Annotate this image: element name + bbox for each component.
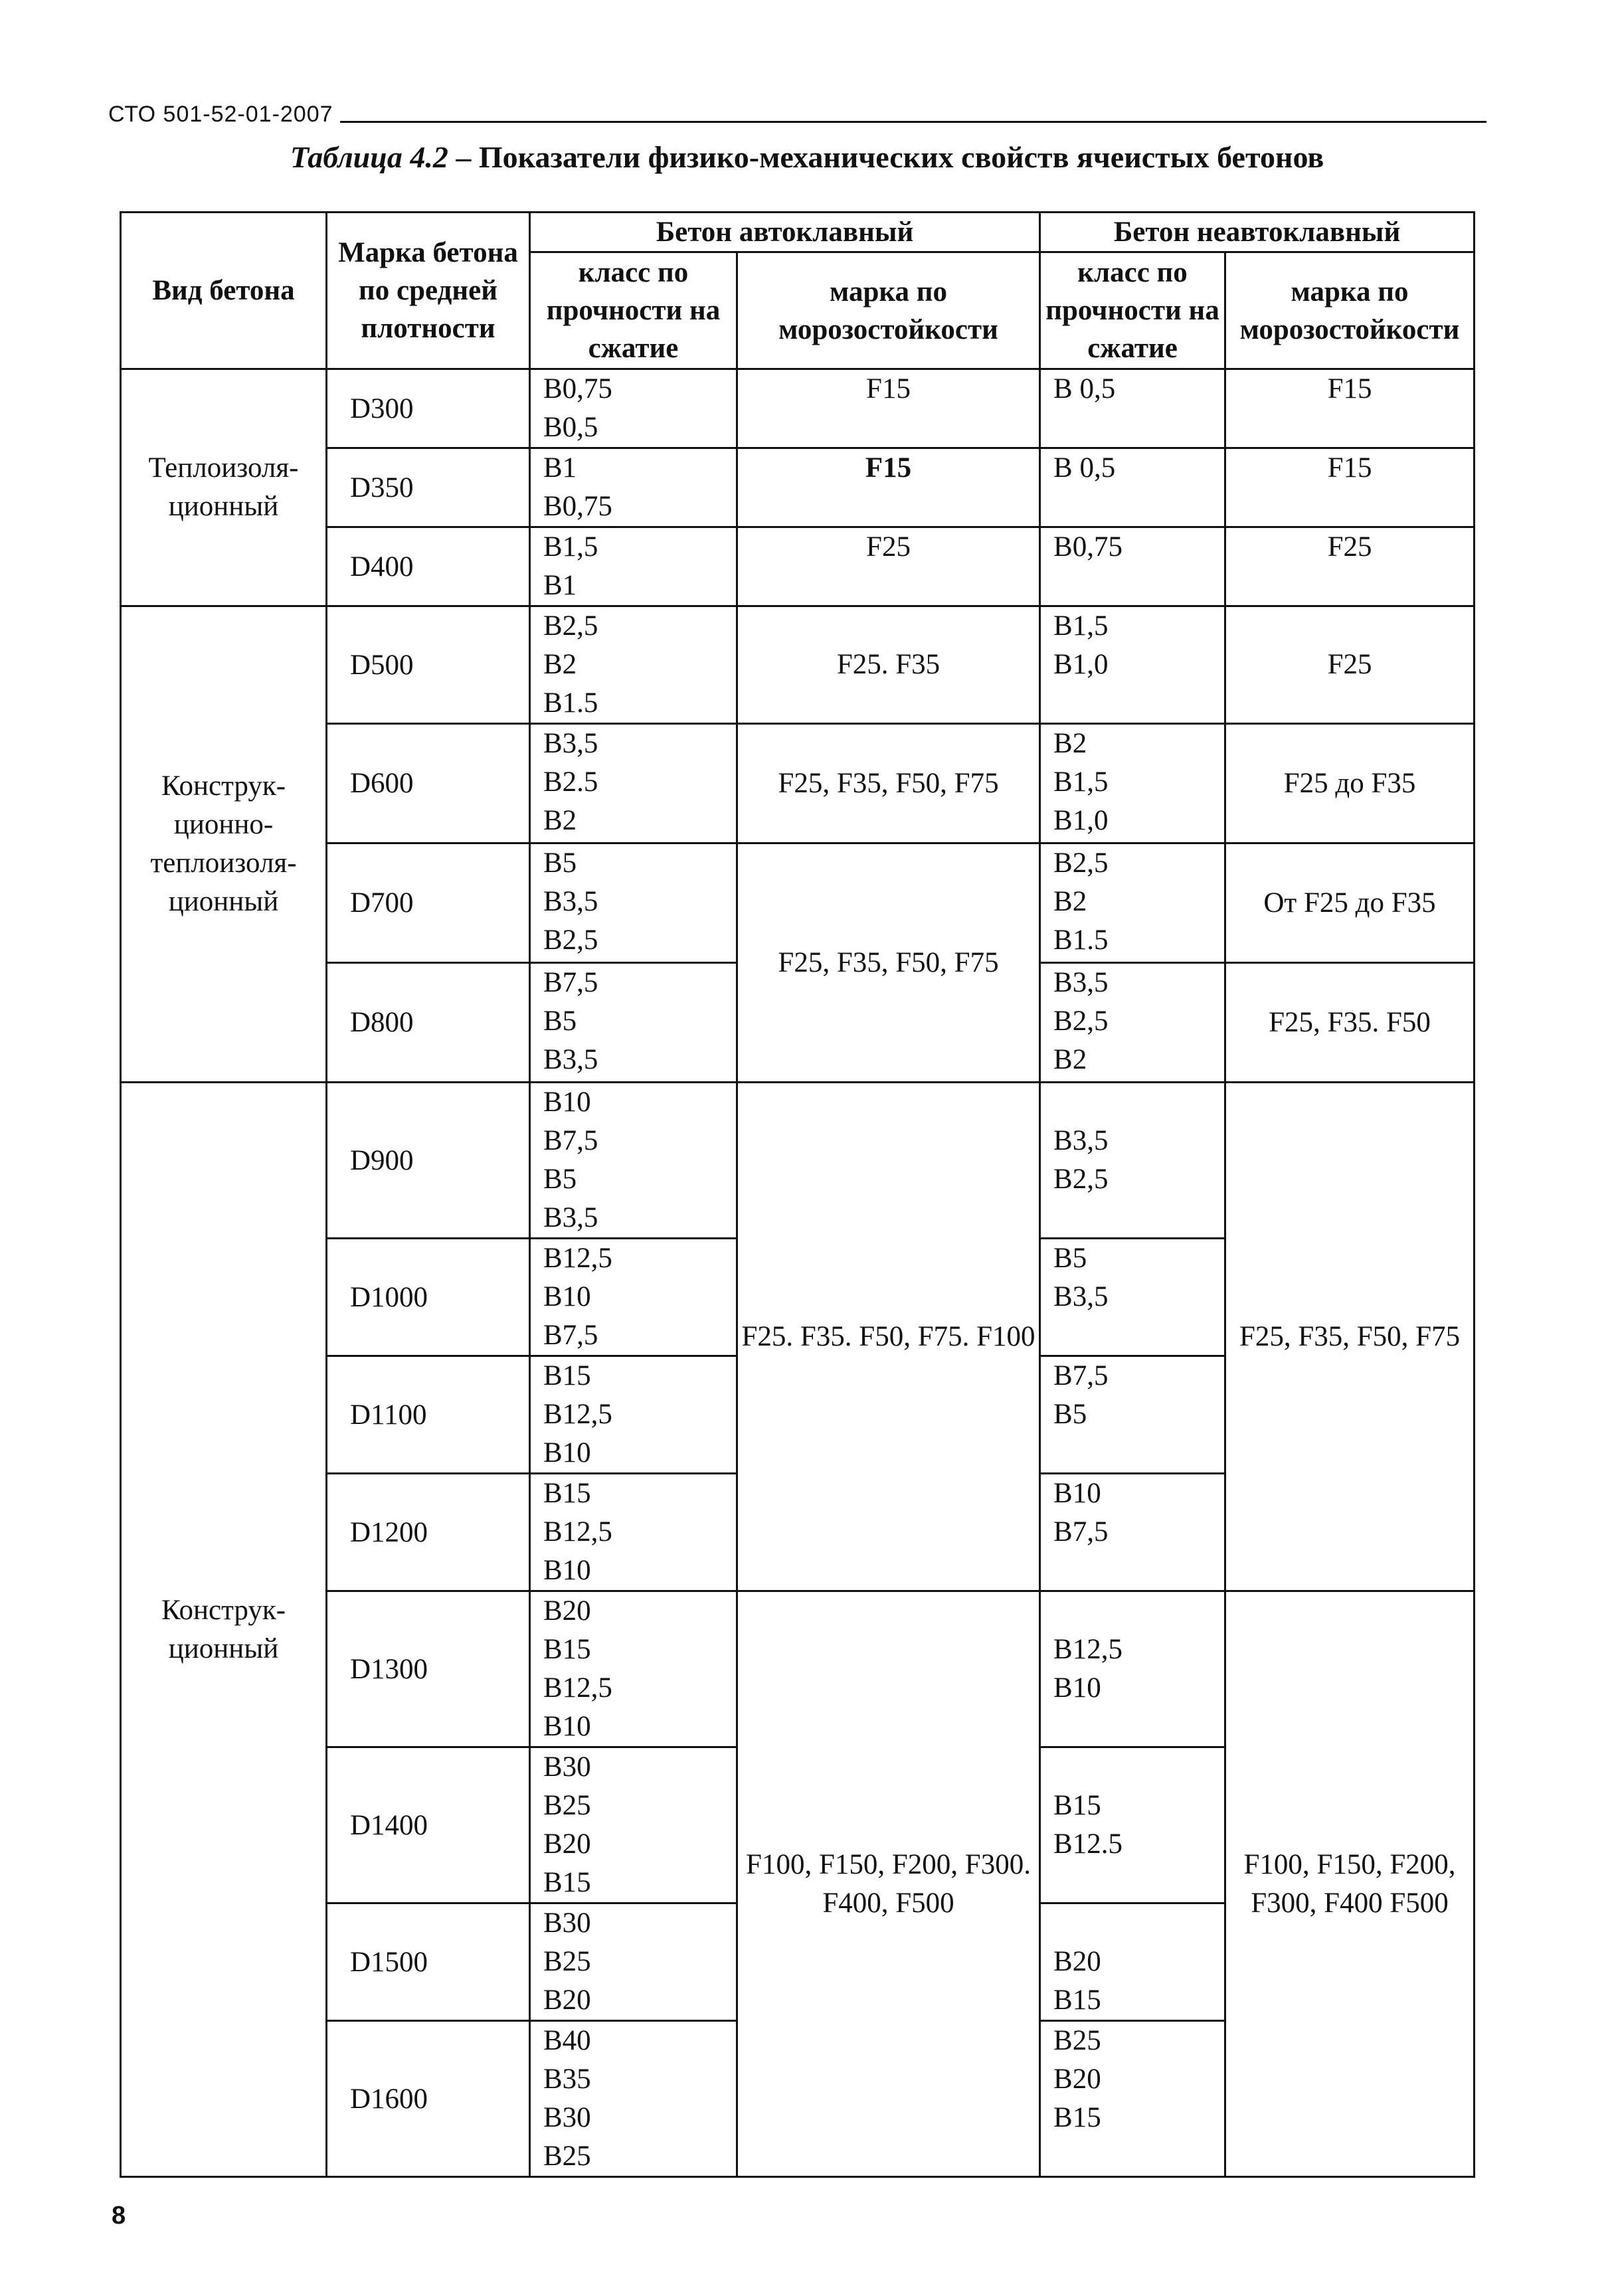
class-value: B20 (1053, 1946, 1101, 1977)
class-value: B0,5 (543, 412, 598, 443)
frost-non-cell: F25, F35. F50 (1225, 963, 1475, 1083)
class-non-cell (1040, 1474, 1225, 1591)
class-value: B15 (543, 1867, 591, 1898)
mark-cell: D1500 (327, 1903, 530, 2021)
class-value: B1 (543, 452, 577, 484)
header-class-non: класс по прочности на сжатие (1040, 252, 1225, 369)
class-value: B 0,5 (1053, 452, 1116, 484)
mark-cell: D400 (327, 527, 530, 606)
class-value: B0,75 (543, 491, 612, 522)
class-value: B20 (543, 1828, 591, 1860)
class-value: B1,5 (1053, 766, 1109, 798)
class-auto-cell (530, 1083, 737, 1239)
mark-cell: D1300 (327, 1591, 530, 1747)
class-non-cell (1040, 606, 1225, 724)
frost-non-cell: F100, F150, F200, F300, F400 F500 (1225, 1591, 1475, 2177)
class-value: B5 (543, 1006, 577, 1037)
class-value: B10 (1053, 1478, 1101, 1509)
class-value: B2,5 (1053, 847, 1109, 879)
frost-non-cell: F25 до F35 (1225, 724, 1475, 843)
mark-cell: D700 (327, 843, 530, 963)
class-value: B3,5 (1053, 1281, 1109, 1312)
class-value: B15 (543, 1360, 591, 1391)
class-auto-cell (530, 1591, 737, 1747)
class-auto-cell (530, 1239, 737, 1356)
class-value: B12.5 (1053, 1828, 1122, 1860)
mark-cell: D600 (327, 724, 530, 843)
class-non-cell (1040, 1356, 1225, 1474)
table-row (121, 369, 1475, 448)
frost-auto-cell: F25. F35 (737, 606, 1040, 724)
class-value: B15 (1053, 1790, 1101, 1821)
class-value: B3,5 (1053, 1125, 1109, 1156)
class-auto-cell (530, 1474, 737, 1591)
class-auto-cell (530, 1747, 737, 1903)
class-value: B10 (1053, 1672, 1101, 1704)
class-non-cell (1040, 1591, 1225, 1747)
document-code: СТО 501-52-01-2007 (108, 102, 333, 127)
table-row (121, 606, 1475, 724)
class-non-cell (1040, 724, 1225, 843)
class-value: B10 (543, 1711, 591, 1742)
class-auto-cell (530, 1356, 737, 1474)
class-value: B12,5 (543, 1672, 612, 1704)
class-value: B2,5 (1053, 1006, 1109, 1037)
class-value: B15 (543, 1478, 591, 1509)
class-value: B3,5 (543, 886, 598, 917)
class-value: B30 (543, 2102, 591, 2133)
mark-cell: D1000 (327, 1239, 530, 1356)
mark-cell: D1200 (327, 1474, 530, 1591)
class-value: B5 (1053, 1399, 1087, 1430)
mark-cell: D500 (327, 606, 530, 724)
frost-auto-cell: F100, F150, F200, F300. F400, F500 (737, 1591, 1040, 2177)
class-non-cell (1040, 1083, 1225, 1239)
frost-value: F15 (1327, 452, 1372, 484)
class-value: B12,5 (543, 1516, 612, 1547)
class-value: B20 (543, 1595, 591, 1627)
header-non-autoclave: Бетон неавтоклавный (1040, 213, 1475, 252)
class-value: B25 (543, 1946, 591, 1977)
frost-value: F15 (1327, 373, 1372, 404)
class-non-cell (1040, 963, 1225, 1083)
header-marka: Марка бетона по средней плотности (327, 213, 530, 369)
class-value: B1,5 (543, 531, 598, 563)
frost-auto-cell (737, 369, 1040, 448)
class-value: B10 (543, 1437, 591, 1468)
frost-auto-cell: F25. F35. F50, F75. F100 (737, 1083, 1040, 1591)
frost-non-cell (1225, 369, 1475, 448)
class-value: B7,5 (543, 1125, 598, 1156)
class-value: B2 (1053, 1044, 1087, 1075)
class-value: B2 (1053, 886, 1087, 917)
group-konstr-teploizol: Конструк-ционно-теплоизоля-ционный (121, 606, 327, 1083)
class-value: B2 (1053, 728, 1087, 759)
class-value: B12,5 (543, 1399, 612, 1430)
class-value: B2,5 (543, 610, 598, 642)
table-row (121, 1083, 1475, 1239)
class-value: B5 (543, 1164, 577, 1195)
class-value: B0,75 (1053, 531, 1122, 563)
class-value: B2,5 (1053, 1164, 1109, 1195)
class-value: B3,5 (543, 728, 598, 759)
class-auto-cell (530, 527, 737, 606)
class-value: B 0,5 (1053, 373, 1116, 404)
class-value: B15 (543, 1634, 591, 1665)
class-value: B3,5 (543, 1202, 598, 1233)
class-non-cell (1040, 1239, 1225, 1356)
class-auto-cell (530, 963, 737, 1083)
class-value: B5 (1053, 1243, 1087, 1274)
class-value: B20 (1053, 2064, 1101, 2095)
header-vid: Вид бетона (121, 213, 327, 369)
class-non-cell (1040, 1747, 1225, 1903)
mark-cell: D900 (327, 1083, 530, 1239)
mark-cell: D300 (327, 369, 530, 448)
class-value: B10 (543, 1087, 591, 1118)
class-non-cell (1040, 369, 1225, 448)
class-value: B2 (543, 805, 577, 836)
frost-value: F15 (866, 373, 911, 404)
frost-non-cell (1225, 527, 1475, 606)
mark-cell: D1400 (327, 1747, 530, 1903)
header-class-auto: класс по прочности на сжатие (530, 252, 737, 369)
frost-non-cell (1225, 448, 1475, 527)
class-value: B2.5 (543, 766, 598, 798)
header-frost-auto: марка по морозостойкости (737, 252, 1040, 369)
class-value: B7,5 (543, 967, 598, 998)
frost-non-cell: F25 (1225, 606, 1475, 724)
frost-non-cell: От F25 до F35 (1225, 843, 1475, 963)
class-auto-cell (530, 369, 737, 448)
mark-cell: D1100 (327, 1356, 530, 1474)
class-non-cell (1040, 448, 1225, 527)
frost-non-cell: F25, F35, F50, F75 (1225, 1083, 1475, 1591)
class-value: B1,0 (1053, 805, 1109, 836)
class-value: B30 (543, 1907, 591, 1939)
class-non-cell (1040, 1903, 1225, 2021)
class-non-cell (1040, 843, 1225, 963)
group-teploizol: Теплоизоля-ционный (121, 369, 327, 606)
class-value: B3,5 (1053, 967, 1109, 998)
frost-value: F15 (865, 452, 912, 484)
page-number: 8 (112, 2202, 126, 2230)
class-value: B40 (543, 2025, 591, 2056)
frost-auto-cell: F25, F35, F50, F75 (737, 843, 1040, 1083)
class-value: B0,75 (543, 373, 612, 404)
frost-auto-cell (737, 448, 1040, 527)
class-value: B7,5 (1053, 1360, 1109, 1391)
class-auto-cell (530, 1903, 737, 2021)
table-caption-label: Таблица 4.2 (290, 140, 448, 174)
class-value: B30 (543, 1751, 591, 1783)
class-value: B20 (543, 1985, 591, 2016)
class-value: B1 (543, 570, 577, 601)
class-value: B7,5 (1053, 1516, 1109, 1547)
class-value: B7,5 (543, 1320, 598, 1351)
mark-cell: D1600 (327, 2021, 530, 2177)
class-value: B2 (543, 649, 577, 680)
frost-auto-cell (737, 527, 1040, 606)
class-value: B1,0 (1053, 649, 1109, 680)
class-value: B15 (1053, 2102, 1101, 2133)
class-non-cell (1040, 2021, 1225, 2177)
header-autoclave: Бетон автоклавный (530, 213, 1040, 252)
class-auto-cell (530, 2021, 737, 2177)
class-value: B25 (1053, 2025, 1101, 2056)
table-caption-text: Показатели физико-механических свойств ячеистых бетонов (478, 140, 1324, 174)
mark-cell: D800 (327, 963, 530, 1083)
table-caption (0, 139, 1614, 175)
table-caption-dash: – (448, 140, 479, 174)
class-auto-cell (530, 606, 737, 724)
class-value: B35 (543, 2064, 591, 2095)
class-auto-cell (530, 843, 737, 963)
class-value: B10 (543, 1555, 591, 1586)
class-value: B25 (543, 2141, 591, 2172)
class-value: B15 (1053, 1985, 1101, 2016)
class-value: B1.5 (543, 687, 598, 719)
class-value: B2,5 (543, 925, 598, 956)
class-value: B25 (543, 1790, 591, 1821)
class-value: B12,5 (543, 1243, 612, 1274)
class-non-cell (1040, 527, 1225, 606)
header-rule (340, 121, 1486, 123)
frost-value: F25 (1327, 531, 1372, 563)
class-auto-cell (530, 448, 737, 527)
class-value: B10 (543, 1281, 591, 1312)
mark-cell: D350 (327, 448, 530, 527)
header-frost-non: марка по морозостойкости (1225, 252, 1475, 369)
frost-value: F25 (866, 531, 911, 563)
class-value: B12,5 (1053, 1634, 1122, 1665)
frost-auto-cell: F25, F35, F50, F75 (737, 724, 1040, 843)
group-konstr: Конструк-ционный (121, 1083, 327, 2177)
class-value: B1,5 (1053, 610, 1109, 642)
class-value: B5 (543, 847, 577, 879)
class-auto-cell (530, 724, 737, 843)
properties-table (120, 211, 1475, 2178)
class-value: B1.5 (1053, 925, 1109, 956)
class-value: B3,5 (543, 1044, 598, 1075)
document-header (108, 98, 1486, 128)
